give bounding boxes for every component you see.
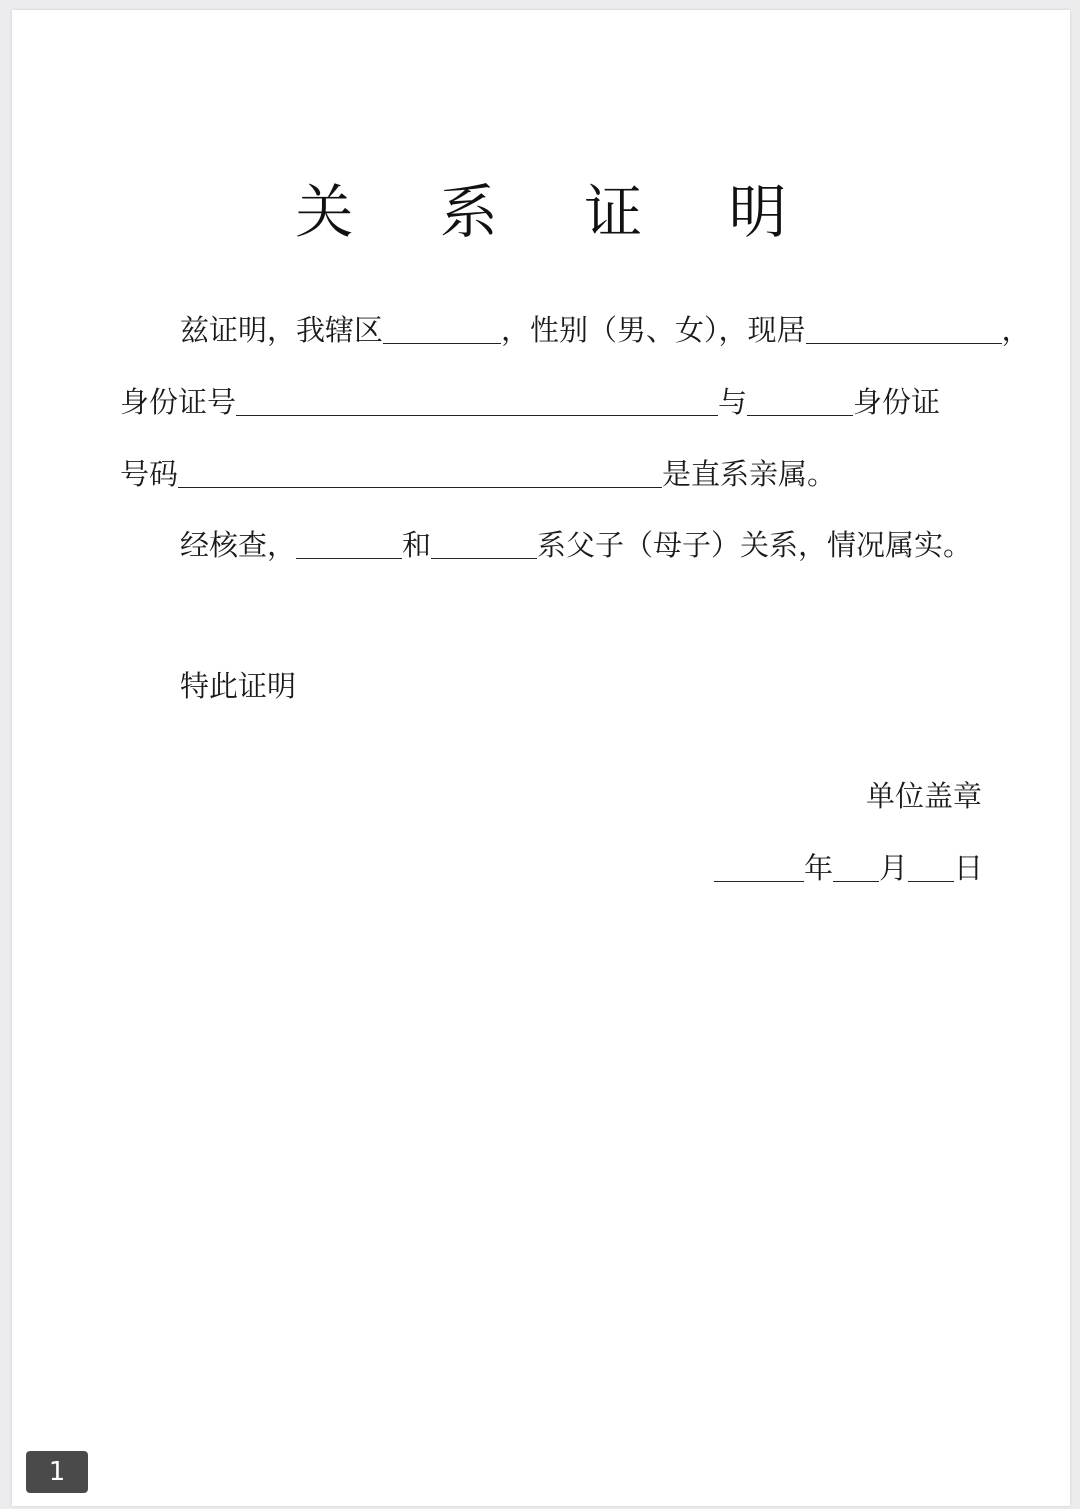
document-title: 关 系 证 明 — [295, 178, 821, 246]
statement-text: 和 — [402, 528, 432, 562]
seal-label: 单位盖章 — [866, 779, 983, 813]
page-number-badge[interactable]: 1 — [26, 1451, 88, 1493]
closing-line: 特此证明 — [180, 669, 297, 703]
day-label: 日 — [954, 851, 984, 885]
month-blank — [833, 851, 879, 882]
statement-text: ，性别（男、女），现居 — [501, 313, 806, 347]
relative-id-blank — [178, 457, 662, 488]
statement-line-1 — [180, 310, 1031, 350]
statement-text: 与 — [718, 385, 748, 419]
person-a-blank — [296, 528, 402, 559]
statement-text: 号码 — [120, 457, 179, 491]
year-label: 年 — [804, 851, 834, 885]
id-number-blank — [236, 385, 718, 416]
year-blank — [714, 851, 804, 882]
residence-blank — [806, 313, 1002, 344]
day-blank — [908, 851, 954, 882]
statement-line-3 — [120, 454, 836, 494]
person-b-blank — [431, 528, 537, 559]
relative-name-blank — [747, 385, 853, 416]
statement-text: 身份证号 — [120, 385, 237, 419]
statement-text: 经核查， — [180, 528, 297, 562]
month-label: 月 — [879, 851, 909, 885]
statement-line-4 — [180, 525, 972, 565]
statement-text: ， — [1001, 313, 1031, 347]
document-page — [12, 10, 1070, 1506]
name-blank — [383, 313, 501, 344]
statement-text: 系父子（母子）关系，情况属实。 — [537, 528, 973, 562]
statement-line-2 — [120, 382, 940, 422]
statement-text: 是直系亲属。 — [662, 457, 837, 491]
statement-text: 兹证明，我辖区 — [180, 313, 384, 347]
statement-text: 身份证 — [853, 385, 941, 419]
date-line — [714, 848, 983, 888]
